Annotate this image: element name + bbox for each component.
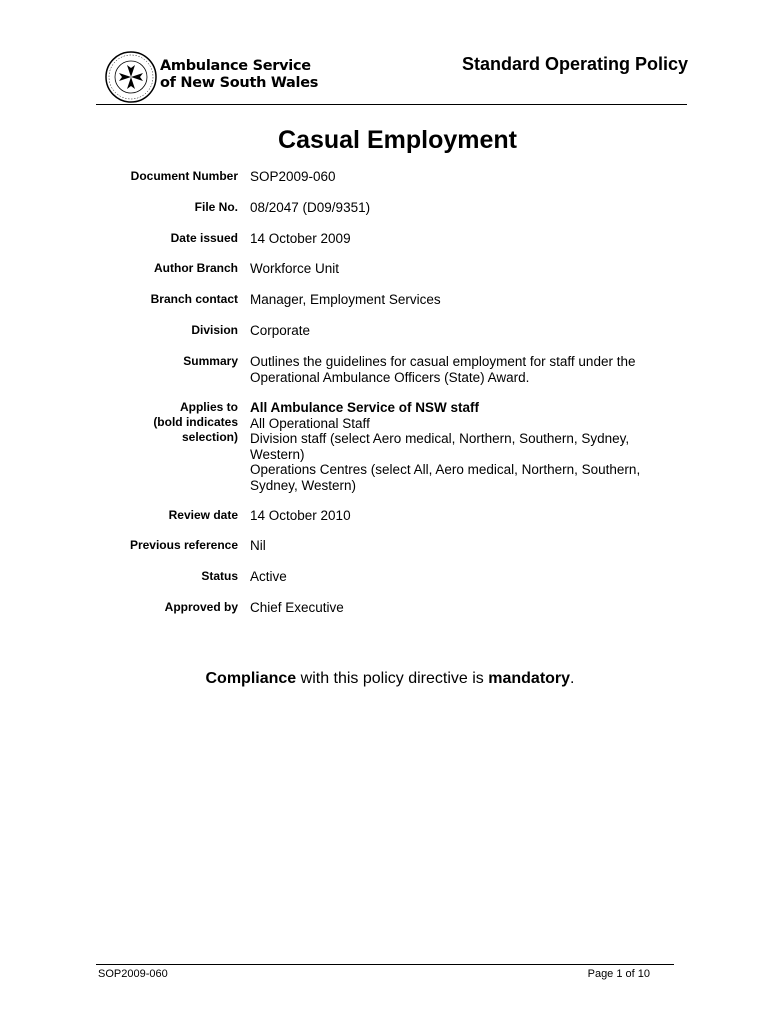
field-label: Branch contact <box>150 292 238 306</box>
mandatory-keyword: mandatory <box>488 670 571 687</box>
document-title: Casual Employment <box>278 126 517 154</box>
field-label: Status <box>201 569 238 583</box>
field-value: 08/2047 (D09/9351) <box>250 200 371 215</box>
field-label: Review date <box>168 508 238 522</box>
compliance-end: . <box>570 670 575 687</box>
applies-label-line: selection) <box>181 430 238 444</box>
field-label: Approved by <box>164 600 238 614</box>
applies-option-line: Sydney, Western) <box>250 477 357 493</box>
ambulance-seal-icon <box>104 50 158 104</box>
field-value: Workforce Unit <box>250 261 340 276</box>
field-label <box>96 400 238 445</box>
applies-option-line: Western) <box>250 446 305 462</box>
ambulance-logo <box>104 50 324 106</box>
header-divider <box>96 104 687 105</box>
applies-selected-line: All Ambulance Service of NSW staff <box>250 400 480 415</box>
field-label: Document Number <box>130 169 238 183</box>
applies-option-line: All Operational Staff <box>250 415 370 431</box>
field-value: Corporate <box>250 323 311 338</box>
field-value <box>250 400 650 493</box>
applies-label-line: (bold indicates <box>153 415 238 429</box>
field-value: Nil <box>250 538 266 553</box>
field-value: SOP2009-060 <box>250 169 336 184</box>
document-type: Standard Operating Policy <box>461 54 688 74</box>
field-value: Manager, Employment Services <box>250 292 441 307</box>
field-label: Division <box>191 323 238 337</box>
org-name-line-1: Ambulance Service <box>160 58 311 74</box>
applies-option-line: Operations Centres (select All, Aero medical, Northern, Southern, <box>250 462 641 477</box>
field-value: 14 October 2009 <box>250 231 351 246</box>
organisation-name <box>160 58 318 92</box>
compliance-statement <box>0 670 770 688</box>
field-label: Date issued <box>170 231 238 245</box>
compliance-keyword: Compliance <box>205 670 297 687</box>
field-value <box>250 354 650 385</box>
field-value: Chief Executive <box>250 600 344 615</box>
page-number: Page 1 of 10 <box>587 968 650 980</box>
field-label: Previous reference <box>129 538 238 552</box>
footer-divider <box>96 964 674 965</box>
field-value: Active <box>250 569 287 584</box>
field-value: 14 October 2010 <box>250 508 351 523</box>
summary-line: Outlines the guidelines for casual employment for staff under the <box>250 354 636 369</box>
compliance-text: with this policy directive is <box>296 670 489 687</box>
footer-doc-number: SOP2009-060 <box>98 968 168 980</box>
applies-option-line: Division staff (select Aero medical, Northern, Southern, Sydney, <box>250 431 630 446</box>
field-label: Summary <box>183 354 238 368</box>
field-label: Author Branch <box>154 261 238 275</box>
org-name-line-2: of New South Wales <box>160 75 319 91</box>
applies-label-line: Applies to <box>179 400 238 414</box>
summary-line: Operational Ambulance Officers (State) Award. <box>250 369 530 385</box>
field-label: File No. <box>194 200 238 214</box>
